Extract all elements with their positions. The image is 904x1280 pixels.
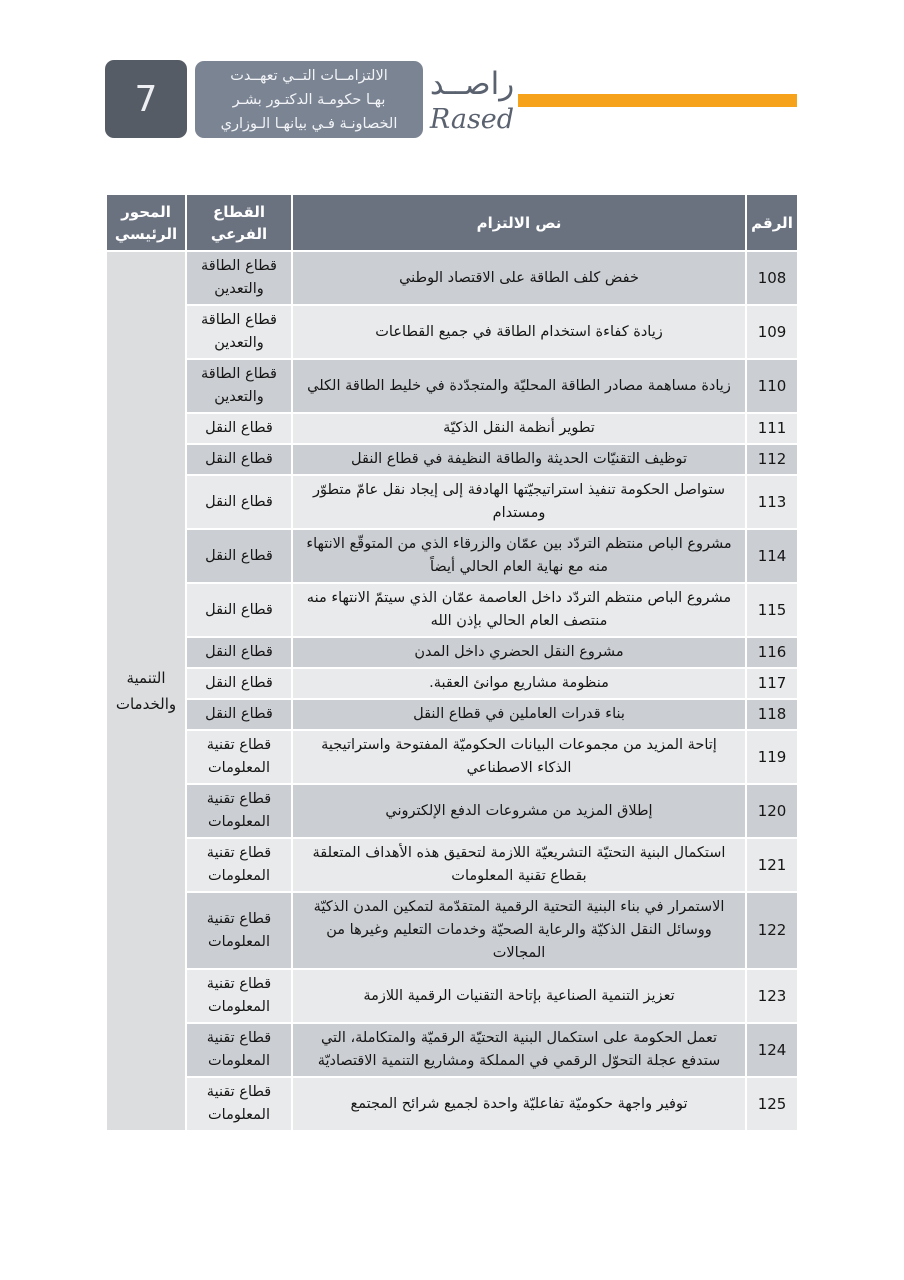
sub-sector-cell: قطاع النقل: [187, 700, 291, 729]
commitments-table: [107, 195, 797, 1130]
commitment-text-cell: إتاحة المزيد من مجموعات البيانات الحكوميّة المفتوحة واستراتيجية الذكاء الاصطناعي: [293, 731, 745, 783]
page-number-badge: [105, 60, 187, 138]
sub-sector-cell: قطاع الطاقة والتعدين: [187, 306, 291, 358]
page-title-line-3: الخصاونـة فـي بيانهـا الـوزاري: [220, 115, 398, 132]
row-number-cell: 110: [747, 360, 797, 412]
commitment-text-cell: منظومة مشاريع موانئ العقبة.: [293, 669, 745, 698]
page-title-line-2: بهـا حكومـة الدكتـور بشـر: [232, 91, 386, 108]
page-title: [195, 61, 423, 138]
column-header-main-axis: المحور الرئيسي: [107, 195, 185, 250]
row-number-cell: 123: [747, 970, 797, 1022]
row-number-cell: 124: [747, 1024, 797, 1076]
commitment-text-cell: الاستمرار في بناء البنية التحتية الرقمية المتقدّمة لتمكين المدن الذكيّة ووسائل النقل الذكيّة والرعاية الصحيّة وخدمات التعليم وغيرها من المجالات: [293, 893, 745, 968]
rased-logo-latin: Rased: [429, 104, 515, 135]
column-header-sub-sector: القطاع الفرعي: [187, 195, 291, 250]
commitment-text-cell: توظيف التقنيّات الحديثة والطاقة النظيفة في قطاع النقل: [293, 445, 745, 474]
sub-sector-cell: قطاع تقنية المعلومات: [187, 1024, 291, 1076]
row-number-cell: 111: [747, 414, 797, 443]
sub-sector-cell: قطاع تقنية المعلومات: [187, 785, 291, 837]
commitment-text-cell: زيادة كفاءة استخدام الطاقة في جميع القطاعات: [293, 306, 745, 358]
sub-sector-cell: قطاع النقل: [187, 669, 291, 698]
sub-sector-cell: قطاع تقنية المعلومات: [187, 839, 291, 891]
sub-sector-cell: قطاع تقنية المعلومات: [187, 731, 291, 783]
orange-accent-bar: [518, 94, 797, 107]
commitment-text-cell: مشروع النقل الحضري داخل المدن: [293, 638, 745, 667]
commitment-text-cell: ستواصل الحكومة تنفيذ استراتيجيّتها الهادفة إلى إيجاد نقل عامّ متطوّر ومستدام: [293, 476, 745, 528]
sub-sector-cell: قطاع النقل: [187, 414, 291, 443]
row-number-cell: 112: [747, 445, 797, 474]
row-number-cell: 109: [747, 306, 797, 358]
page-number: 7: [134, 78, 158, 120]
row-number-cell: 117: [747, 669, 797, 698]
row-number-cell: 119: [747, 731, 797, 783]
commitment-text-cell: خفض كلف الطاقة على الاقتصاد الوطني: [293, 252, 745, 304]
row-number-cell: 108: [747, 252, 797, 304]
main-axis-merged-cell: التنمية والخدمات: [107, 252, 185, 1130]
commitment-text-cell: تعزيز التنمية الصناعية بإتاحة التقنيات الرقمية اللازمة: [293, 970, 745, 1022]
commitment-text-cell: مشروع الباص منتظم التردّد بين عمّان والزرقاء الذي من المتوقّع الانتهاء منه مع نهاية العام الحالي أيضاً: [293, 530, 745, 582]
row-number-cell: 118: [747, 700, 797, 729]
sub-sector-cell: قطاع النقل: [187, 584, 291, 636]
row-number-cell: 122: [747, 893, 797, 968]
column-header-number: الرقم: [747, 195, 797, 250]
commitment-text-cell: بناء قدرات العاملين في قطاع النقل: [293, 700, 745, 729]
commitment-text-cell: زيادة مساهمة مصادر الطاقة المحليّة والمتجدّدة في خليط الطاقة الكلي: [293, 360, 745, 412]
commitment-text-cell: إطلاق المزيد من مشروعات الدفع الإلكتروني: [293, 785, 745, 837]
sub-sector-cell: قطاع تقنية المعلومات: [187, 970, 291, 1022]
row-number-cell: 125: [747, 1078, 797, 1130]
row-number-cell: 121: [747, 839, 797, 891]
commitment-text-cell: مشروع الباص منتظم التردّد داخل العاصمة عمّان الذي سيتمّ الانتهاء منه منتصف العام الحالي بإذن الله: [293, 584, 745, 636]
row-number-cell: 116: [747, 638, 797, 667]
page-title-line-1: الالتزامــات التــي تعهــدت: [230, 67, 388, 84]
column-header-commitment: نص الالتزام: [293, 195, 745, 250]
commitment-text-cell: تطوير أنظمة النقل الذكيّة: [293, 414, 745, 443]
commitment-text-cell: تعمل الحكومة على استكمال البنية التحتيّة الرقميّة والمتكاملة، التي ستدفع عجلة التحوّل الرقمي في المملكة ومشاريع التنمية الاقتصاديّة: [293, 1024, 745, 1076]
sub-sector-cell: قطاع النقل: [187, 476, 291, 528]
sub-sector-cell: قطاع النقل: [187, 445, 291, 474]
row-number-cell: 115: [747, 584, 797, 636]
sub-sector-cell: قطاع النقل: [187, 530, 291, 582]
rased-logo: [424, 64, 520, 136]
commitment-text-cell: استكمال البنية التحتيّة التشريعيّة اللازمة لتحقيق هذه الأهداف المتعلقة بقطاع تقنية المعلومات: [293, 839, 745, 891]
sub-sector-cell: قطاع تقنية المعلومات: [187, 1078, 291, 1130]
row-number-cell: 114: [747, 530, 797, 582]
sub-sector-cell: قطاع تقنية المعلومات: [187, 893, 291, 968]
sub-sector-cell: قطاع الطاقة والتعدين: [187, 360, 291, 412]
commitment-text-cell: توفير واجهة حكوميّة تفاعليّة واحدة لجميع شرائح المجتمع: [293, 1078, 745, 1130]
row-number-cell: 120: [747, 785, 797, 837]
row-number-cell: 113: [747, 476, 797, 528]
sub-sector-cell: قطاع النقل: [187, 638, 291, 667]
rased-logo-arabic: راصــد: [429, 66, 515, 102]
sub-sector-cell: قطاع الطاقة والتعدين: [187, 252, 291, 304]
